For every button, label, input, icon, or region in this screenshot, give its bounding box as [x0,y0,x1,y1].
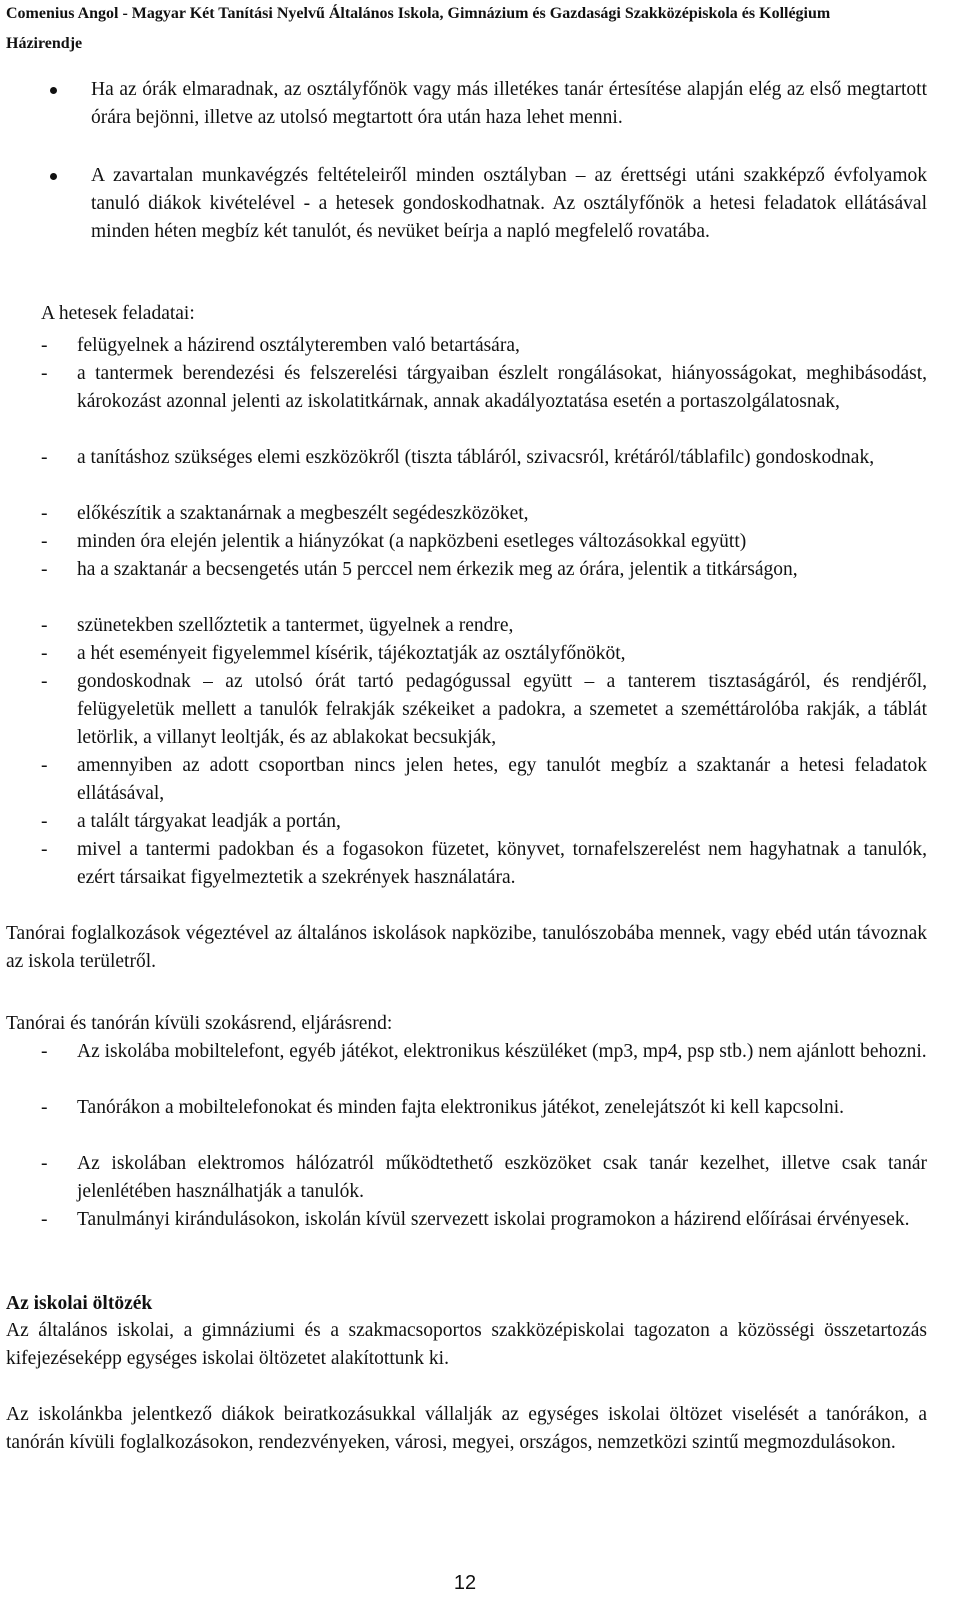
list-item: felügyelnek a házirend osztályteremben való betartására, [77,335,520,356]
list-item: Tanórákon a mobiltelefonokat és minden fajta elektronikus játékot, zenelejátszót ki kell kapcsolni. [77,1097,845,1118]
bullet-paragraph: A zavartalan munkavégzés feltételeiről minden osztályban – az érettségi utáni szakképző évfolyamok tanuló diákok kivételével - a hetesek gondoskodhatnak. Az osztályfőnök a hetesi feladatok ellátásával minden héten megbíz két tanulót, és nevüket beírja a napló megfelelő rovatába. [91,165,927,242]
list-item: Tanulmányi kirándulásokon, iskolán kívül szervezett iskolai programokon a házirend előírásai érvényesek. [77,1209,910,1230]
list-dash: - [41,335,48,356]
list-dash: - [41,363,48,384]
list-dash: - [41,811,48,832]
list-item: a tanításhoz szükséges elemi eszközökről (tiszta tábláról, szivacsról, krétáról/táblafilc) gondoskodnak, [77,447,875,468]
szokasrend-heading: Tanórai és tanórán kívüli szokásrend, eljárásrend: [6,1013,393,1034]
oltozek-title: Az iskolai öltözék [6,1293,153,1314]
list-item: előkészítik a szaktanárnak a megbeszélt segédeszközöket, [77,503,529,524]
list-item: minden óra elején jelentik a hiányzókat (a napközbeni esetleges változásokkal együtt) [77,531,747,552]
list-dash: - [41,1209,48,1230]
list-dash: - [41,1097,48,1118]
list-item: Az iskolában elektromos hálózatról működtethető eszközöket csak tanár kezelhet, illetve csak tanár jelenlétében használhatják a tanulók. [77,1153,927,1202]
list-dash: - [41,559,48,580]
list-dash: - [41,1153,48,1174]
header-doc-title: Házirendje [6,35,83,52]
list-dash: - [41,1041,48,1062]
list-dash: - [41,839,48,860]
list-dash: - [41,503,48,524]
header-school: Comenius Angol - Magyar Két Tanítási Nyelvű Általános Iskola, Gimnázium és Gazdasági Szakközépiskola és Kollégium [6,5,831,22]
list-item: ha a szaktanár a becsengetés után 5 perccel nem érkezik meg az órára, jelentik a titkárságon, [77,559,798,580]
bullet-paragraph: Ha az órák elmaradnak, az osztályfőnök vagy más illetékes tanár értesítése alapján elég az első megtartott órára bejönni, illetve az utolsó megtartott óra után haza lehet menni. [91,79,927,128]
list-item: mivel a tantermi padokban és a fogasokon füzetet, könyvet, tornafelszerelést nem hagyhatnak a tanulók, ezért társaikat figyelmeztetik a szekrények használatára. [77,839,927,888]
list-item: gondoskodnak – az utolsó órát tartó pedagógussal együtt – a tanterem tisztaságáról, és rendjéről, felügyeletük mellett a tanulók felrakják székeiket a padokra, a szemetet a szeméttárolóba rakják, a táblát letörlik, a villanyt leoltják, és az ablakokat becsukják, [77,671,927,748]
list-dash: - [41,447,48,468]
list-dash: - [41,531,48,552]
list-dash: - [41,643,48,664]
bullet-icon [50,173,57,180]
list-item: Az iskolába mobiltelefont, egyéb játékot, elektronikus készüléket (mp3, mp4, psp stb.) nem ajánlott behozni. [77,1041,927,1062]
list-item: a talált tárgyakat leadják a portán, [77,811,341,832]
list-item: a hét eseményeit figyelemmel kísérik, tájékoztatják az osztályfőnököt, [77,643,626,664]
list-item: amennyiben az adott csoportban nincs jelen hetes, egy tanulót megbíz a szaktanár a hetesi feladatok ellátásával, [77,755,927,804]
oltozek-paragraph-1: Az általános iskolai, a gimnáziumi és a szakmacsoportos szakközépiskolai tagozaton a közösségi összetartozás kifejezéseképp egységes iskolai öltözetet alakítottunk ki. [6,1320,927,1369]
list-dash: - [41,755,48,776]
list-dash: - [41,671,48,692]
oltozek-paragraph-2: Az iskolánkba jelentkező diákok beiratkozásukkal vállalják az egységes iskolai öltözet viselését a tanórákon, a tanórán kívüli foglalkozásokon, rendezvényeken, városi, megyei, országos, nemzetközi szintű megmozdulásokon. [6,1404,927,1453]
hetesek-heading: A hetesek feladatai: [41,303,195,324]
list-item: a tantermek berendezési és felszerelési tárgyaiban észlelt rongálásokat, hiányosságokat, meghibásodást, károkozást azonnal jelenti az iskolatitkárnak, annak akadályoztatása esetén a portaszolgálatosnak, [77,363,927,412]
list-item: szünetekben szellőztetik a tantermet, ügyelnek a rendre, [77,615,514,636]
tanorai-paragraph: Tanórai foglalkozások végeztével az általános iskolások napközibe, tanulószobába mennek, vagy ebéd után távoznak az iskola területről. [6,923,927,972]
page-number: 12 [453,1572,477,1594]
bullet-icon [50,87,57,94]
list-dash: - [41,615,48,636]
